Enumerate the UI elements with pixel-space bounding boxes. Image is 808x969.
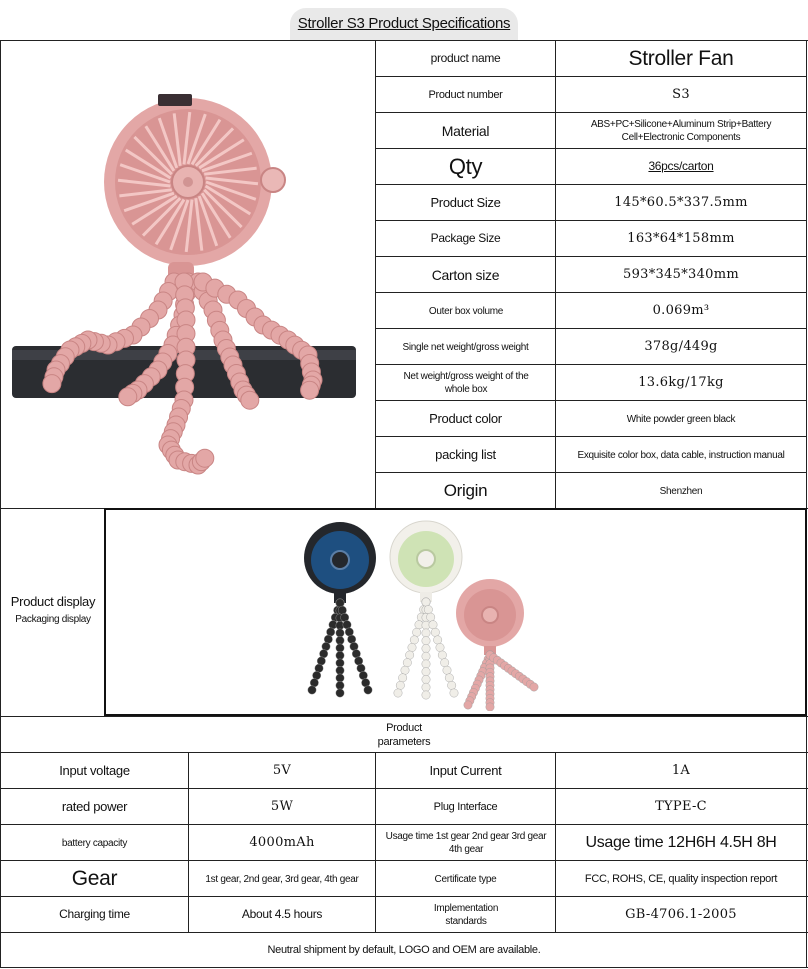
tripod-bead — [119, 388, 137, 406]
param-label-gear: Gear — [71, 867, 118, 891]
mini-tripod-bead — [401, 666, 409, 674]
param-value-plug-interface: TYPE-C — [655, 798, 707, 814]
param-value-usage-time: Usage time 12H6H 4.5H 8H — [585, 833, 777, 851]
mini-tripod-bead — [394, 689, 402, 697]
param-label-standards: Implementation standards — [433, 903, 499, 927]
mini-tripod-bead — [443, 666, 451, 674]
divider — [0, 967, 808, 968]
mini-tripod-bead — [336, 651, 344, 659]
spec-label-product-name: product name — [430, 51, 501, 66]
param-value-rated-power: 5W — [270, 798, 294, 814]
mini-tripod-bead — [398, 674, 406, 682]
param-label-charging-time: Charging time — [59, 907, 130, 922]
mini-tripod-bead — [422, 637, 430, 645]
spec-value-product-color: White powder green black — [626, 413, 736, 425]
spec-value-product-number: S3 — [672, 86, 690, 102]
mini-tripod-bead — [336, 659, 344, 667]
divider — [0, 40, 1, 508]
param-label-input-current: Input Current — [429, 762, 502, 778]
mini-tripod-bead — [308, 686, 316, 694]
mini-tripod-bead — [429, 621, 437, 629]
mini-tripod-bead — [410, 636, 418, 644]
mini-tripod-bead — [445, 674, 453, 682]
spec-label-box-weight: Net weight/gross weight of the whole box — [403, 371, 529, 395]
param-label-battery-capacity: battery capacity — [61, 837, 128, 849]
mini-tripod-bead — [336, 644, 344, 652]
param-label-rated-power: rated power — [61, 798, 128, 814]
divider — [806, 40, 807, 508]
page-title: Stroller S3 Product Specifications — [297, 15, 511, 33]
tripod-bead — [241, 391, 259, 409]
spec-label-product-size: Product Size — [430, 194, 501, 210]
black-fan-image — [304, 522, 376, 603]
mini-tripod-bead — [464, 701, 472, 709]
mini-tripod-bead — [438, 651, 446, 659]
mini-tripod-bead — [412, 628, 420, 636]
mini-tripod-bead — [422, 660, 430, 668]
mini-tripod-bead — [336, 636, 344, 644]
spec-value-product-name: Stroller Fan — [628, 47, 734, 71]
mini-tripod-bead — [431, 628, 439, 636]
spec-value-packing-list: Exquisite color box, data cable, instruction manual — [577, 449, 785, 461]
mini-tripod-bead — [450, 689, 458, 697]
mini-tripod-bead — [422, 629, 430, 637]
footer-note: Neutral shipment by default, LOGO and OEM are available. — [267, 943, 541, 956]
mini-tripod-bead — [422, 644, 430, 652]
spec-value-origin: Shenzhen — [659, 485, 703, 497]
mini-tripod-bead — [422, 675, 430, 683]
spec-value-carton-size: 593*345*340mm — [623, 266, 739, 282]
spec-label-outer-box-volume: Outer box volume — [428, 305, 504, 317]
product-display-image — [290, 515, 560, 711]
param-label-plug-interface: Plug Interface — [433, 800, 498, 813]
spec-value-single-weight: 378g/449g — [644, 338, 718, 354]
mini-tripod-bead — [530, 683, 538, 691]
spec-value-material: ABS+PC+Silicone+Aluminum Strip+Battery Cell+Electronic Components — [590, 119, 772, 143]
display-sublabel-text: Packaging display — [15, 613, 91, 625]
mini-tripod-bead — [336, 681, 344, 689]
mini-tripod-bead — [405, 651, 413, 659]
tripod-bead — [301, 381, 319, 399]
mini-tripod-bead — [486, 703, 494, 711]
spec-label-product-color: Product color — [429, 410, 502, 426]
spec-label-single-weight: Single net weight/gross weight — [402, 341, 529, 353]
spec-value-outer-box-volume: 0.069m³ — [652, 302, 710, 318]
mini-tripod-bead — [426, 613, 434, 621]
spec-value-qty: 36pcs/carton — [648, 159, 714, 174]
spec-label-material: Material — [441, 122, 490, 139]
mini-tripod-bead — [336, 629, 344, 637]
param-label-certificate-type: Certificate type — [434, 873, 497, 885]
mini-tripod-bead — [408, 643, 416, 651]
spec-label-packing-list: packing list — [435, 446, 496, 462]
param-value-standards: GB-4706.1-2005 — [625, 906, 737, 922]
spec-label-carton-size: Carton size — [431, 266, 500, 283]
mini-tripod-bead — [403, 658, 411, 666]
mini-tripod-bead — [422, 683, 430, 691]
param-label-usage-time: Usage time 1st gear 2nd gear 3rd gear 4th gear — [385, 831, 547, 855]
mini-tripod-bead — [364, 686, 372, 694]
product-image — [8, 60, 368, 480]
mini-tripod-bead — [336, 689, 344, 697]
param-value-gear: 1st gear, 2nd gear, 3rd gear, 4th gear — [205, 873, 359, 885]
divider — [0, 716, 808, 717]
spec-label-package-size: Package Size — [430, 231, 501, 246]
param-value-charging-time: About 4.5 hours — [241, 907, 323, 922]
display-label — [4, 590, 102, 630]
param-value-battery-capacity: 4000mAh — [249, 834, 315, 850]
param-value-input-current: 1A — [671, 762, 691, 778]
mini-tripod-bead — [422, 691, 430, 699]
param-label-input-voltage: Input voltage — [59, 762, 130, 778]
tripod-bead — [43, 375, 61, 393]
mini-tripod-bead — [422, 668, 430, 676]
mini-tripod-bead — [436, 643, 444, 651]
mini-tripod-bead — [440, 658, 448, 666]
param-value-input-voltage: 5V — [272, 762, 292, 778]
mini-tripod-bead — [447, 681, 455, 689]
mini-tripod-bead — [424, 605, 432, 613]
spec-value-box-weight: 13.6kg/17kg — [638, 374, 724, 390]
tripod-bead — [196, 449, 214, 467]
params-heading: Product parameters — [377, 721, 431, 748]
mini-tripod-bead — [422, 652, 430, 660]
spec-label-product-number: Product number — [428, 88, 503, 101]
spec-value-package-size: 163*64*158mm — [627, 230, 735, 246]
spec-label-qty: Qty — [448, 153, 483, 179]
white-fan-image — [390, 521, 462, 602]
divider — [0, 508, 1, 716]
mini-tripod-bead — [396, 681, 404, 689]
divider — [806, 716, 807, 967]
param-value-certificate-type: FCC, ROHS, CE, quality inspection report — [584, 872, 778, 885]
pink-fan-image — [456, 579, 524, 655]
spec-label-origin: Origin — [443, 480, 488, 500]
mini-tripod-bead — [422, 598, 430, 606]
display-label-text: Product display — [10, 594, 96, 610]
mini-tripod-bead — [433, 636, 441, 644]
mini-tripod-bead — [336, 674, 344, 682]
spec-value-product-size: 145*60.5*337.5mm — [614, 194, 748, 210]
mini-tripod-bead — [336, 666, 344, 674]
